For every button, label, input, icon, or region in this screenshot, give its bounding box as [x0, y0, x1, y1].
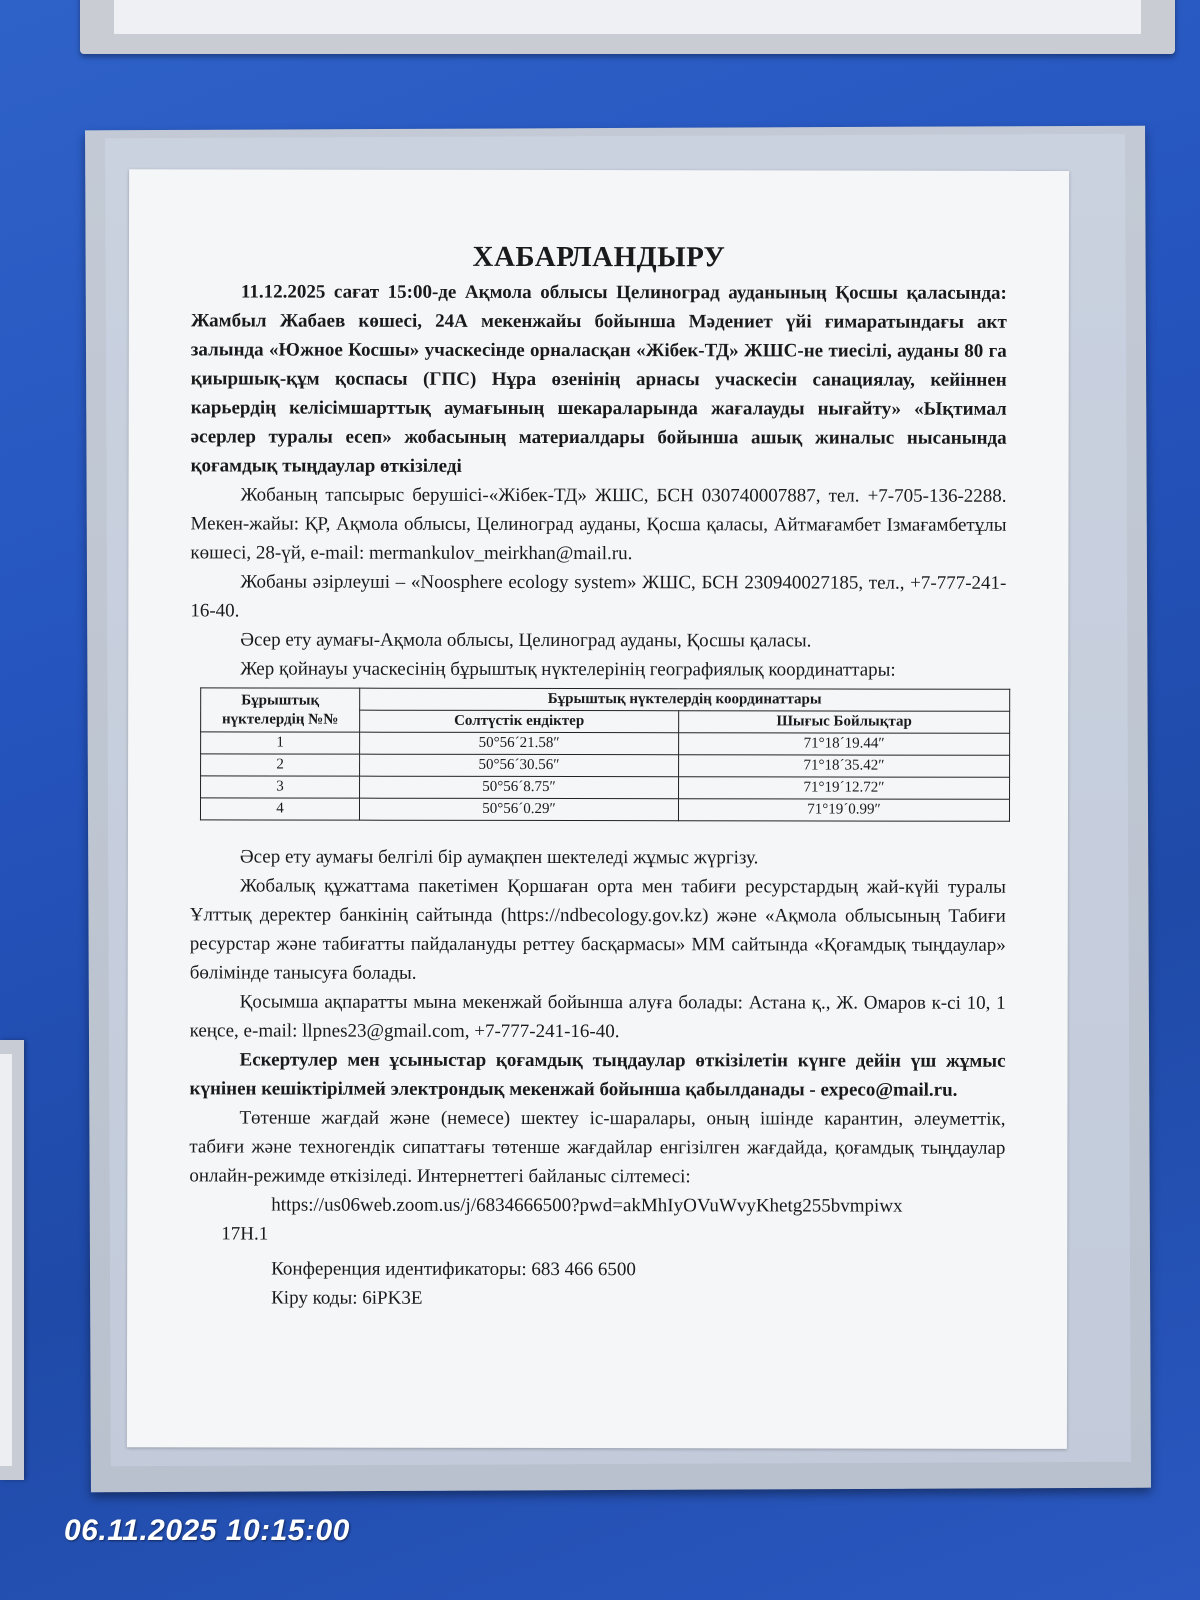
point-longitude: 71°19´0.99″ — [678, 799, 1009, 822]
left-sheet-edge — [0, 1054, 12, 1466]
table-row — [201, 776, 1010, 799]
point-number: 2 — [201, 754, 360, 776]
notice-title: ХАБАРЛАНДЫРУ — [472, 240, 726, 274]
access-code: Кіру коды: 6iPK3E — [271, 1287, 423, 1309]
upper-frame — [80, 0, 1175, 54]
upper-sheet — [114, 0, 1141, 34]
point-latitude: 50°56´0.29″ — [359, 798, 678, 821]
photo-timestamp: 06.11.2025 10:15:00 — [64, 1514, 350, 1547]
table-row — [201, 732, 1010, 755]
documents-text: Жобалық құжаттама пакетімен Қоршаған орта мен табиғи ресурстардың жай-күйі туралы Ұлттық деректер банкінің сайтында (https://ndbecology.gov.kz) және «Ақмола облысының Табиғи ресурстар және табиғатты пайдалануды реттеу басқармасы» ММ сайтында «Қоғамдық тыңдаулар» бөлімінде танысуға болады. — [189, 875, 1006, 984]
left-frame-edge — [0, 1040, 24, 1480]
point-number: 1 — [201, 732, 360, 754]
table-row — [201, 754, 1010, 777]
notice-lead: 11.12.2025 сағат 15:00-де Ақмола облысы Целиноград ауданының Қосшы қаласында: Жамбыл Жабаев көшесі, 24А мекенжайы бойынша Мәдениет үйі ғимаратындағы акт залында «Южное Косшы» учаскесінде орналасқан «Жібек-ТД» ЖШС-не тиесілі, ауданы 80 га қиыршық-құм қоспасы (ГПС) Нұра өзенінің арнасы учаскесін санациялау, кейіннен карьердің келісімшарттық аумағының шекараларында жағалауды нығайту» «Ықтимал әсерлер туралы есеп» жобасының материалдары бойынша ашық жиналыс нысанында қоғамдық тыңдаулар өткізіледі — [190, 281, 1007, 477]
point-longitude: 71°18´19.44″ — [679, 733, 1010, 756]
point-number: 4 — [200, 798, 359, 820]
coords-intro: Жер қойнауы учаскесінің бұрыштық нүктелерінің географиялық координаттары: — [240, 658, 896, 681]
document-holder — [85, 126, 1151, 1493]
remarks-text: Ескертулер мен ұсыныстар қоғамдық тыңдаулар өткізілетін күнге дейін үш жұмыс күнінен кешіктірілмей электрондық мекенжай бойынша қабылданады - expeco@mail.ru. — [189, 1049, 1006, 1101]
emergency-text: Төтенше жағдай және (немесе) шектеу іс-шаралары, оның ішінде карантин, әлеуметтік, табиғи және техногендік сипаттағы төтенше жағдайлар енгізілген жағдайда, қоғамдық тыңдаулар онлайн-режимде өткізіледі. Интернеттегі байланыс сілтемесі: — [189, 1107, 1006, 1188]
header-latitude: Солтүстік ендіктер — [360, 710, 679, 733]
developer-info: Жобаны әзірлеуші – «Noosphere ecology system» ЖШС, БСН 230940027185, тел., +7-777-241-16-40. — [190, 571, 1007, 622]
point-longitude: 71°19´12.72″ — [678, 777, 1009, 800]
header-point-number: Бұрыштық нүктелердің №№ — [201, 688, 360, 732]
notice-content — [189, 237, 1007, 1313]
point-latitude: 50°56´30.56″ — [360, 754, 679, 777]
point-longitude: 71°18´35.42″ — [679, 755, 1010, 778]
customer-info: Жобаның тапсырыс берушісі-«Жібек-ТД» ЖШС, БСН 030740007887, тел. +7-705-136-2288. Мекен-жайы: ҚР, Ақмола облысы, Целиноград ауданы, Қосша қаласы, Айтмағамбет Ізмағамбетұлы көшесі, 28-үй, e-mail: mermankulov_meirkhan@mail.ru. — [190, 484, 1007, 565]
notice-sheet — [127, 169, 1069, 1449]
zoom-link-continuation[interactable]: 17H.1 — [221, 1223, 269, 1245]
conference-id: Конференция идентификаторы: 683 466 6500 — [271, 1258, 636, 1281]
impact-area: Әсер ету аумағы-Ақмола облысы, Целиноград ауданы, Қосшы қаласы. — [240, 629, 812, 652]
coordinates-table — [200, 687, 1010, 821]
limit-text: Әсер ету аумағы белгілі бір аумақпен шектеледі жұмыс жүргізу. — [239, 846, 759, 869]
point-latitude: 50°56´21.58″ — [360, 732, 679, 755]
table-row — [200, 798, 1009, 821]
point-latitude: 50°56´8.75″ — [360, 776, 679, 799]
zoom-link[interactable]: https://us06web.zoom.us/j/6834666500?pwd=akMhIyOVuWvyKhetg255bvmpiwx — [271, 1194, 903, 1217]
header-coordinates: Бұрыштық нүктелердің координаттары — [360, 688, 1010, 711]
header-longitude: Шығыс Бойлықтар — [679, 711, 1010, 734]
point-number: 3 — [201, 776, 360, 798]
extra-info: Қосымша ақпаратты мына мекенжай бойынша алуға болады: Астана қ., Ж. Омаров к-сі 10, 1 кеңсе, e-mail: llpnes23@gmail.com, +7-777-241-16-40. — [189, 991, 1006, 1043]
